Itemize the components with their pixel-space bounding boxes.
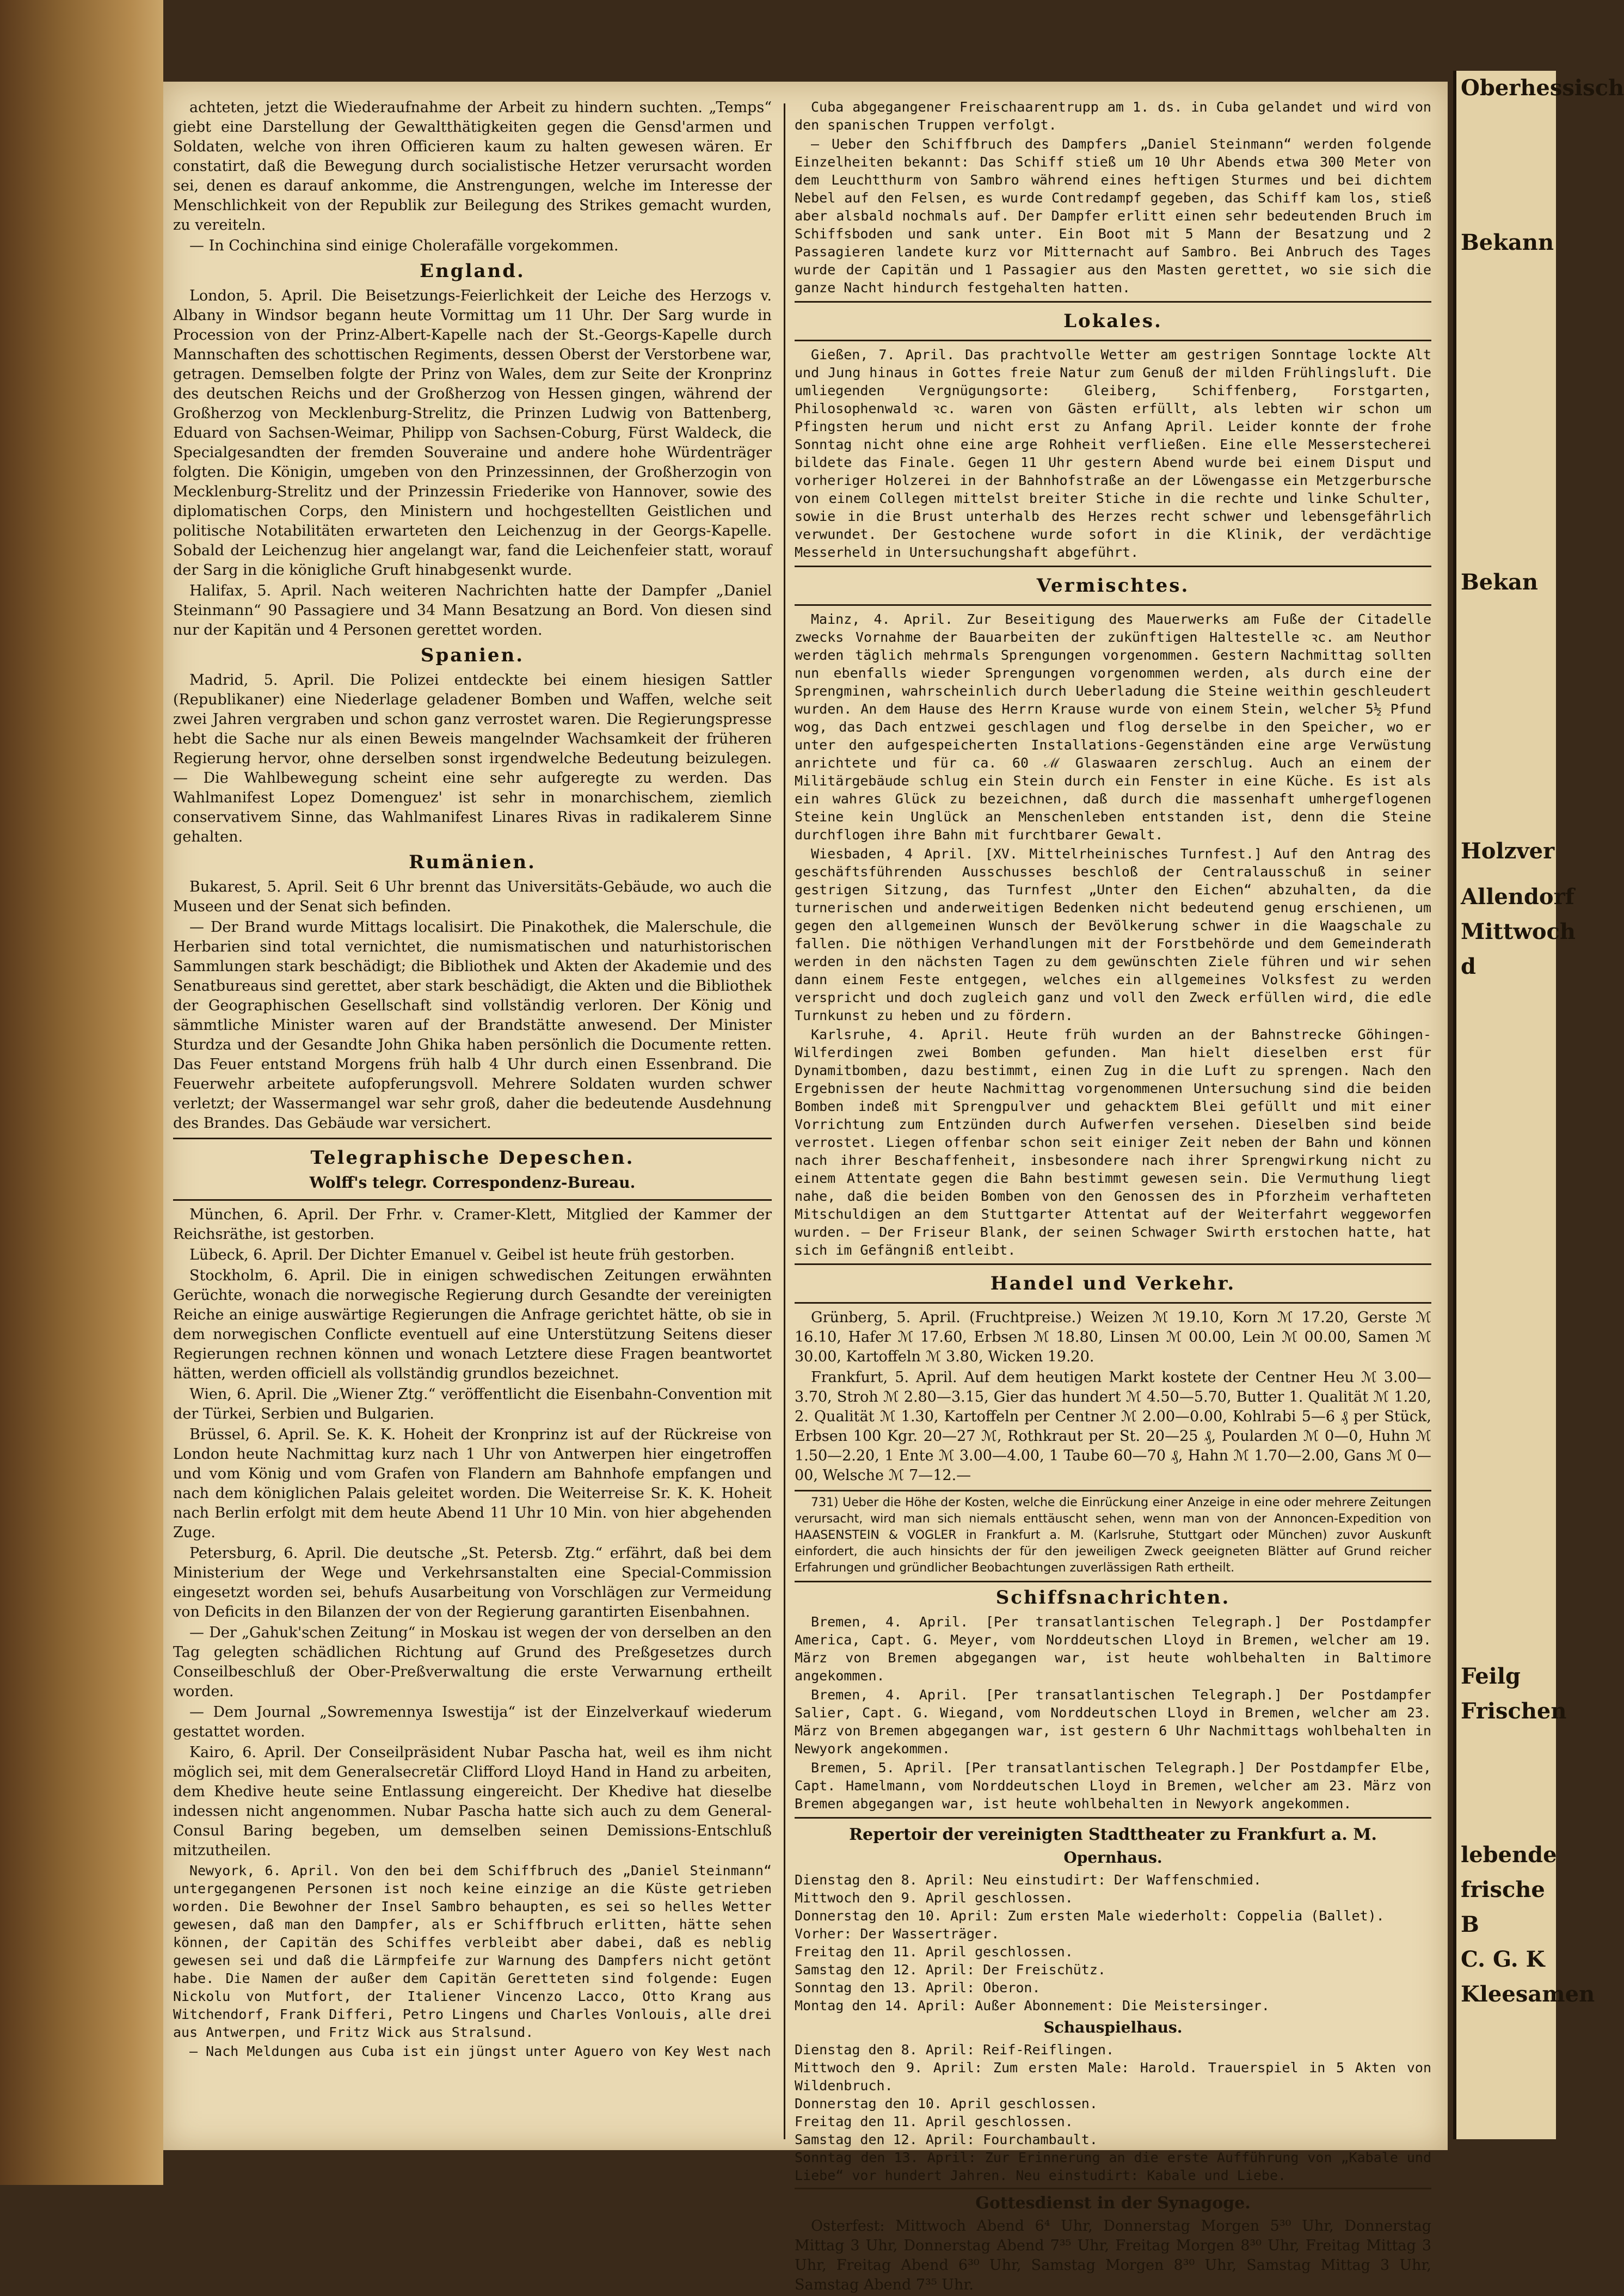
right-column bbox=[795, 98, 1431, 2296]
repertoire-heading: Repertoir der vereinigten Stadttheater zu Frankfurt a. M. bbox=[849, 1825, 1377, 1844]
dispatch-halifax: Halifax, 5. April. Nach weiteren Nachrichten hatte der Dampfer „Daniel Steinmann“ 90 Passagiere und 34 Mann Besatzung an Bord. Von diesen sind nur der Kapitän und 4 Personen gerettet worden. bbox=[173, 582, 772, 639]
advertisement-box bbox=[795, 1490, 1431, 1582]
article-paragraph: achteten, jetzt die Wiederaufnahme der Arbeit zu hindern suchten. „Temps“ giebt eine Darstellung der Gewaltthätigkeiten gegen die Gensd'armen und Soldaten, welche von ihren Officieren kaum zu halten gewesen wären. Er constatirt, daß die Bewegung durch socialistische Hetzer verursacht worden sei, denen es darauf ankomme, die Anstrengungen, welche im Interesse der Menschlichkeit von der Republik zur Beilegung des Strikes gemacht wurden, zu vereiteln. bbox=[173, 99, 772, 234]
edge-text: Bekan bbox=[1461, 569, 1538, 595]
edge-text: Mittwoch d bbox=[1461, 919, 1576, 979]
dispatch-petersburg-cont: — Dem Journal „Sowremennya Iswestija“ ist der Einzelverkauf wiederum gestattet worden. bbox=[173, 1704, 772, 1740]
article-giessen: Gießen, 7. April. Das prachtvolle Wetter am gestrigen Sonntage lockte Alt und Jung hinaus in Gottes freie Natur zum Genuß der milden Frühlingsluft. Die umliegenden Vergnügungsorte: Gleiberg, Schiffenberg, Forstgarten, Philosophenwald ꝛc. waren von Gästen erfüllt, als lebten wir schon um Pfingsten herum und nicht erst zu Anfang April. Leider konnte der frohe Sonntag nicht ohne eine arge Rohheit verfließen. Eine elle Messerstecherei bildete das Finale. Gegen 11 Uhr gestern Abend wurde bei einem Disput und vorheriger Holzerei in der Bahnhofstraße an der Löwengasse ein Metzgerbursche von einem Collegen mittelst breiter Stiche in die rechte und linke Schulter, sowie in die Brust unterhalb des Herzes recht schwer und lebensgefährlich verwundet. Der Gestochene wurde sofort in die Klinik, der verdächtige Messerheld in Untersuchungshaft abgeführt. bbox=[795, 347, 1431, 560]
dispatch-madrid: Madrid, 5. April. Die Polizei entdeckte bei einem hiesigen Sattler (Republikaner) eine Niederlage geladener Bomben und Waffen, welche seit zwei Jahren vergraben und schon ganz verrostet waren. Die Regierungspresse hebt die Sache nur als einen Beweis mangelnder Wachsamkeit der früheren Regierung hervor, ohne derselben sonst irgendwelche Bedeutung beizulegen. — Die Wahlbewegung scheint eine sehr aufgeregte zu werden. Das Wahlmanifest Lopez Domenguez' ist sehr in monarchischem, ziemlich conservativem Sinne, das Wahlmanifest Linares Rivas in radikalerem Sinne gehalten. bbox=[173, 672, 772, 845]
dispatch-bukarest-cont: — Der Brand wurde Mittags localisirt. Die Pinakothek, die Malerschule, die Herbarien sind total vernichtet, die numismatischen und naturhistorischen Sammlungen stark beschädigt; die Bibliothek und Akten der Akademie und des Senatbureaus sind gerettet, aber stark beschädigt, die Akten und die Bibliothek der Geographischen Gesellschaft sind vollständig verloren. Der König und sämmtliche Minister waren auf der Brandstätte anwesend. Der Minister Sturdza und der Gesandte John Ghika haben persönlich die Documente retten. Das Feuer entstand Morgens früh halb 4 Uhr durch einen Essenbrand. Die Feuerwehr arbeitete aufopferungsvoll. Mehrere Soldaten wurden schwer verletzt; der Wassermangel war sehr groß, daher die bedeutende Ausdehnung des Brandes. Das Gebäude war versichert. bbox=[173, 919, 772, 1132]
repertoire-line: Samstag den 12. April: Der Freischütz. bbox=[795, 1962, 1106, 1978]
article-shipwreck: — Ueber den Schiffbruch des Dampfers „Daniel Steinmann“ werden folgende Einzelheiten bekannt: Das Schiff stieß um 10 Uhr Abends etwa 300 Meter von dem Leuchtthurm von Sambro während eines heftigen Sturmes und bei dichtem Nebel auf den Felsen, es wurde Contredampf gegeben, das Schiff kam los, stieß aber alsbald nochmals auf. Der Dampfer erlitt einen sehr bedeutenden Bruch im Schiffsboden und sank unter. Ein Boot mit 5 Mann der Besatzung und 2 Passagieren landete kurz vor Mitternacht auf Sambro. Bei Anbruch des Tages wurde der Capitän und 1 Passagier aus den Masten gerettet, wo sie sich die ganze Nacht hindurch festgehalten hatten. bbox=[795, 136, 1431, 296]
dispatch-petersburg-cont: — Der „Gahuk'schen Zeitung“ in Moskau ist wegen der von derselben an den Tag gelegten schädlichen Richtung auf Grund des Preßgesetzes durch Conseilbeschluß der Ober-Preßverwaltung die erste Verwarnung ertheilt worden. bbox=[173, 1624, 772, 1700]
repertoire-line: Freitag den 11. April geschlossen. bbox=[795, 1944, 1073, 1960]
edge-text: lebende bbox=[1461, 1842, 1557, 1868]
repertoire-line: Freitag den 11. April geschlossen. bbox=[795, 2114, 1073, 2129]
dispatch-petersburg: Petersburg, 6. April. Die deutsche „St. Petersb. Ztg.“ erfährt, daß bei dem Ministerium der Wege und Verkehrsanstalten eine Special-Commission eingesetzt worden sei, behufs Ausarbeitung von Vorschlägen zur Vermeidung von Deficits in den Bilanzen der von der Regierung garantirten Eisenbahnen. bbox=[173, 1545, 772, 1620]
section-heading-telegraph: Telegraphische Depeschen. bbox=[310, 1147, 635, 1169]
market-frankfurt: Frankfurt, 5. April. Auf dem heutigen Markt kostete der Centner Heu ℳ 3.00—3.70, Stroh ℳ 2.80—3.15, Gier das hundert ℳ 4.50—5.70, Butter 1. Qualität ℳ 1.20, 2. Qualität ℳ 1.30, Kartoffeln per Centner ℳ 2.00—0.00, Kohlrabi 5—6 ₰ per Stück, Erbsen 100 Kgr. 20—27 ℳ, Rothkraut per St. 20—25 ₰, Poularden ℳ 0—0, Huhn ℳ 1.50—2.20, 1 Ente ℳ 3.00—4.00, 1 Taube 60—70 ₰, Hahn ℳ 1.70—2.00, Gans ℳ 0—00, Welsche ℳ 7—12.— bbox=[795, 1369, 1431, 1484]
section-heading-vermischtes: Vermischtes. bbox=[1036, 575, 1190, 597]
market-gruenberg: Grünberg, 5. April. (Fruchtpreise.) Weizen ℳ 19.10, Korn ℳ 17.20, Gerste ℳ 16.10, Hafer ℳ 17.60, Erbsen ℳ 18.80, Linsen ℳ 00.00, Lein ℳ 00.00, Samen ℳ 30.00, Kartoffeln ℳ 3.80, Wicken 19.20. bbox=[795, 1309, 1431, 1365]
repertoire-line: Dienstag den 8. April: Neu einstudirt: Der Waffenschmied. bbox=[795, 1872, 1262, 1888]
edge-text: Oberhessisch bbox=[1461, 75, 1624, 101]
repertoire-line: Dienstag den 8. April: Reif-Reiflingen. bbox=[795, 2042, 1114, 2058]
section-heading-rumaenien: Rumänien. bbox=[409, 851, 536, 873]
article-wiesbaden: Wiesbaden, 4 April. [XV. Mittelrheinisches Turnfest.] Auf den Antrag des geschäftsführenden Ausschusses beschloß der Centralausschuß in seiner gestrigen Sitzung, das Turnfest „Unter den Eichen“ abzuhalten, da die turnerischen und anderweitigen Bedenken nicht bedeutend genug erschienen, um gegen den allgemeinen Wunsch der Bevölkerung schwer in die Waagschale zu fallen. Die nöthigen Verhandlungen mit der Forstbehörde und dem Gemeinderath werden in den nächsten Tagen zu dem gewünschten Ziele führen und wir sehen dann einem Feste entgegen, welches ein allgemeines Volksfest zu werden verspricht und doch zugleich ganz und voll den Zweck erfüllen wird, die edle Turnkunst zu heben und zu fördern. bbox=[795, 846, 1431, 1023]
dispatch-luebeck: Lübeck, 6. April. Der Dichter Emanuel v. Geibel ist heute früh gestorben. bbox=[189, 1247, 735, 1263]
ship-news-bremen: Bremen, 4. April. [Per transatlantischen Telegraph.] Der Postdampfer Salier, Capt. G. Wiegand, vom Norddeutschen Lloyd in Bremen, welcher am 23. März von Bremen abgegangen war, ist gestern 6 Uhr Nachmittags wohlbehalten in Newyork angekommen. bbox=[795, 1687, 1431, 1757]
edge-text: frische B bbox=[1461, 1877, 1545, 1937]
edge-text: Holzver bbox=[1461, 838, 1555, 864]
synagogue-heading: Gottesdienst in der Synagoge. bbox=[975, 2194, 1251, 2213]
edge-text: Allendorf bbox=[1461, 884, 1574, 910]
subheading-wolff: Wolff's telegr. Correspondenz-Bureau. bbox=[309, 1174, 636, 1192]
column-divider bbox=[784, 103, 785, 2139]
subheading-opernhaus: Opernhaus. bbox=[1063, 1849, 1162, 1867]
dispatch-newyork-cont: — Nach Meldungen aus Cuba ist ein jüngst unter Aguero von Key West nach bbox=[189, 2043, 771, 2059]
section-heading-england: England. bbox=[420, 260, 525, 282]
dispatch-wien: Wien, 6. April. Die „Wiener Ztg.“ veröffentlicht die Eisenbahn-Convention mit der Türkei, Serbien und Bulgarien. bbox=[173, 1386, 772, 1422]
adjacent-page-edge bbox=[1453, 71, 1624, 2139]
repertoire-box bbox=[795, 1817, 1431, 2189]
repertoire-line: Samstag den 12. April: Fourchambault. bbox=[795, 2132, 1098, 2147]
repertoire-line: Sonntag den 13. April: Zur Erinnerung an die erste Aufführung von „Kabale und Liebe“ vor hundert Jahren. Neu einstudirt: Kabale und Liebe. bbox=[795, 2150, 1431, 2183]
dispatch-bruessel: Brüssel, 6. April. Se. K. K. Hoheit der Kronprinz ist auf der Rückreise von London heute Nachmittag kurz nach 1 Uhr von Antwerpen hier eingetroffen und vom König und vom Grafen von Flandern am Bahnhofe empfangen und nach dem königlichen Palais geleitet worden. Die Weiterreise Sr. K. K. Hoheit nach Berlin erfolgt mit dem heute Abend 11 Uhr 10 Min. von hier abgehenden Zuge. bbox=[173, 1426, 772, 1541]
edge-text: Kleesamen bbox=[1461, 1981, 1595, 2007]
synagogue-schedule: Osterfest: Mittwoch Abend 6⁴ Uhr, Donnerstag Morgen 5³⁰ Uhr, Donnerstag Mittag 3 Uhr, Donnerstag Abend 7³⁵ Uhr, Freitag Morgen 8³⁰ Uhr, Freitag Mittag 3 Uhr, Freitag Abend 6³⁰ Uhr, Samstag Morgen 8³⁰ Uhr, Samstag Mittag 3 Uhr, Samstag Abend 7³⁵ Uhr. bbox=[795, 2218, 1431, 2293]
telegraph-box bbox=[173, 1138, 772, 1201]
dispatch-kairo: Kairo, 6. April. Der Conseilpräsident Nubar Pascha hat, weil es ihm nicht möglich sei, mit dem Generalsecretär Clifford Lloyd Hand in Hand zu arbeiten, dem Khedive heute seine Entlassung eingereicht. Der Khedive hat dieselbe indessen nicht angenommen. Nubar Pascha hatte sich auch zu dem General-Consul Baring begeben, um demselben seinen Demissions-Entschluß mitzutheilen. bbox=[173, 1744, 772, 1859]
article-mainz: Mainz, 4. April. Zur Beseitigung des Mauerwerks am Fuße der Citadelle zwecks Vornahme der Bauarbeiten der zukünftigen Haltestelle ꝛc. am Neuthor werden täglich mehrmals Sprengungen vorgenommen. Gestern Nachmittag sollten nun ebenfalls wieder Sprengungen vorgenommen werden, als durch eine der Sprengminen, wahrscheinlich durch Ueberladung die Steine weithin geschleudert wurden. An dem Hause des Herrn Krause wurde von einem Stein, welcher 5½ Pfund wog, das Dach entzwei geschlagen und flog derselbe in den Speicher, wo er unter den aufgespeicherten Installations-Gegenständen eine arge Verwüstung anrichtete und für ca. 60 ℳ Glaswaaren zerschlug. Auch an einem der Militärgebäude schlug ein Stein durch ein Fenster in eine Küche. Es ist als ein wahres Glück zu bezeichnen, daß durch die massenhaft umhergeflogenen Steine kein Unglück an Menschenleben entstanden ist, denn die Steine durchflogen ihre Bahn mit furchtbarer Gewalt. bbox=[795, 611, 1431, 843]
repertoire-line: Donnerstag den 10. April: Zum ersten Male wiederholt: Coppelia (Ballet). bbox=[795, 1908, 1385, 1924]
vermischtes-box bbox=[795, 566, 1431, 606]
edge-text: C. G. K bbox=[1461, 1947, 1545, 1972]
repertoire-line: Donnerstag den 10. April geschlossen. bbox=[795, 2096, 1098, 2111]
handel-box bbox=[795, 1263, 1431, 1304]
dispatch-muenchen: München, 6. April. Der Frhr. v. Cramer-Klett, Mitglied der Kammer der Reichsräthe, ist gestorben. bbox=[173, 1206, 772, 1243]
section-heading-handel: Handel und Verkehr. bbox=[990, 1273, 1236, 1294]
edge-text: Frischen bbox=[1461, 1698, 1567, 1724]
newspaper-page bbox=[163, 82, 1448, 2293]
edge-text: Feilg bbox=[1461, 1663, 1521, 1689]
edge-text: Bekann bbox=[1461, 230, 1554, 255]
section-heading-schiff: Schiffsnachrichten. bbox=[995, 1587, 1231, 1609]
ship-news-bremen: Bremen, 5. April. [Per transatlantischen Telegraph.] Der Postdampfer Elbe, Capt. Hamelmann, vom Norddeutschen Lloyd in Bremen, welcher am 23. März von Bremen abgegangen war, ist heute wohlbehalten in Newyork angekommen. bbox=[795, 1760, 1431, 1812]
section-heading-spanien: Spanien. bbox=[420, 644, 525, 666]
left-column bbox=[173, 98, 772, 2061]
book-spine bbox=[0, 0, 163, 2185]
dispatch-bukarest: Bukarest, 5. April. Seit 6 Uhr brennt das Universitäts-Gebäude, wo auch die Museen und der Senat sich befinden. bbox=[173, 879, 772, 915]
article-karlsruhe: Karlsruhe, 4. April. Heute früh wurden an der Bahnstrecke Göhingen-Wilferdingen zwei Bomben gefunden. Man hielt dieselben erst für Dynamitbomben, dazu bestimmt, einen Zug in die Luft zu sprengen. Nach den Ergebnissen der heute Nachmittag vorgenommenen Untersuchung sind die beiden Bomben indeß mit Sprengpulver und gehacktem Blei gefüllt und mit einer Vorrichtung zum Entzünden durch Aufwerfen versehen. Dieselben sind beide verrostet. Liegen offenbar schon seit einiger Zeit neben der Bahn und können nach ihrer Beschaffenheit, insbesondere nach ihrer Sprengwirkung nicht zu einem Attentate gegen die Bahn bestimmt gewesen sein. Die Vermuthung liegt nahe, daß die beiden Bomben von den Genossen des in Pforzheim verhafteten Mitschuldigen an dem Stuttgarter Attentat auf der Weiterfahrt weggeworfen wurden. — Der Friseur Blank, der seinen Schwager Swirth erstochen hatte, hat sich im Gefängniß entleibt. bbox=[795, 1027, 1431, 1258]
dispatch-london: London, 5. April. Die Beisetzungs-Feierlichkeit der Leiche des Herzogs v. Albany in Windsor begann heute Vormittag um 11 Uhr. Der Sarg wurde in Procession von der Prinz-Albert-Kapelle nach der St.-Georgs-Kapelle durch Mannschaften des schottischen Regiments, dessen Oberst der Verstorbene war, getragen. Demselben folgte der Prinz von Wales, dem zur Seite der Kronprinz des deutschen Reichs und der Großherzog von Hessen gingen, während der Großherzog von Mecklenburg-Strelitz, die Prinzen Ludwig von Battenberg, Eduard von Sachsen-Weimar, Philipp von Sachsen-Coburg, Fürst Waldeck, die Specialgesandten der fremden Souveraine und andere hohe Würdenträger folgten. Die Königin, umgeben von den Prinzessinnen, der Großherzogin von Mecklenburg-Strelitz und der Prinzessin Friederike von Hannover, sowie des diplomatischen Corps, den Ministern und hochgestellten Geistlichen und politische Notabilitäten erwarteten den Leichenzug in der Georgs-Kapelle. Sobald der Leichenzug hier angelangt war, fand die Leichenfeier statt, worauf der Sarg in die königliche Gruft hinabgesenkt wurde. bbox=[173, 287, 772, 579]
repertoire-line: Montag den 14. April: Außer Abonnement: Die Meistersinger. bbox=[795, 1998, 1270, 2013]
dispatch-stockholm: Stockholm, 6. April. Die in einigen schwedischen Zeitungen erwähnten Gerüchte, wonach die norwegische Regierung durch Gesandte der vereinigten Reiche an einige auswärtige Regierungen die Anfrage gerichtet hätte, ob sie in dem norwegischen Conflicte eventuell auf eine Unterstützung Seitens dieser Regierungen rechnen können und wonach Letztere diese Fragen beantwortet hätten, werden officiell als vollständig grundlos bezeichnet. bbox=[173, 1267, 772, 1382]
repertoire-line: Mittwoch den 9. April geschlossen. bbox=[795, 1890, 1073, 1906]
section-heading-lokales: Lokales. bbox=[1063, 310, 1162, 332]
repertoire-line: Sonntag den 13. April: Oberon. bbox=[795, 1980, 1041, 1996]
article-paragraph: — In Cochinchina sind einige Cholerafälle vorgekommen. bbox=[189, 237, 619, 254]
article-cuba: Cuba abgegangener Freischaarentrupp am 1. ds. in Cuba gelandet und wird von den spanischen Truppen verfolgt. bbox=[795, 99, 1431, 133]
repertoire-line: Mittwoch den 9. April: Zum ersten Male: Harold. Trauerspiel in 5 Akten von Wildenbruch. bbox=[795, 2060, 1431, 2094]
lokales-box bbox=[795, 301, 1431, 341]
subheading-schauspielhaus: Schauspielhaus. bbox=[1043, 2018, 1183, 2036]
ship-news-bremen: Bremen, 4. April. [Per transatlantischen Telegraph.] Der Postdampfer America, Capt. G. Meyer, vom Norddeutschen Lloyd in Bremen, welcher am 19. März von Bremen abgegangen war, ist heute wohlbehalten in Baltimore angekommen. bbox=[795, 1614, 1431, 1684]
advertisement-text: 731) Ueber die Höhe der Kosten, welche die Einrückung einer Anzeige in eine oder mehrere Zeitungen verursacht, wird man sich niemals enttäuscht sehen, wenn man von der Annoncen-Expedition von HAASENSTEIN & VOGLER in Frankfurt a. M. (Karlsruhe, Stuttgart oder München) zuvor Auskunft einfordert, die auch hinsichts der für den jeweiligen Zweck geeigneten Blätter auf Grund reicher Erfahrungen und gründlicher Beobachtungen zuverlässigen Rath ertheilt. bbox=[795, 1496, 1431, 1575]
dispatch-newyork: Newyork, 6. April. Von den bei dem Schiffbruch des „Daniel Steinmann“ untergegangenen Personen ist noch keine einzige an die Küste getrieben worden. Die Bewohner der Insel Sambro behaupten, es sei so helles Wetter gewesen, daß man den Dampfer, als er Schiffbruch erlitten, hätte sehen können, der Capitän des Schiffes verbleibt aber dabei, daß es neblig gewesen sei und daß die Lärmpfeife zur Warnung des Dampfers nicht getönt habe. Die Namen der außer dem Capitän Geretteten sind folgende: Eugen Nickolu von Mutfort, der Italiener Vincenzo Lacco, Otto Krang aus Witchendorf, Frank Differi, Petro Lingens und Charles Vonlouis, alle drei aus Antwerpen, und Fritz Wick aus Stralsund. bbox=[173, 1863, 772, 2040]
repertoire-line: Vorher: Der Wasserträger. bbox=[795, 1926, 1000, 1942]
